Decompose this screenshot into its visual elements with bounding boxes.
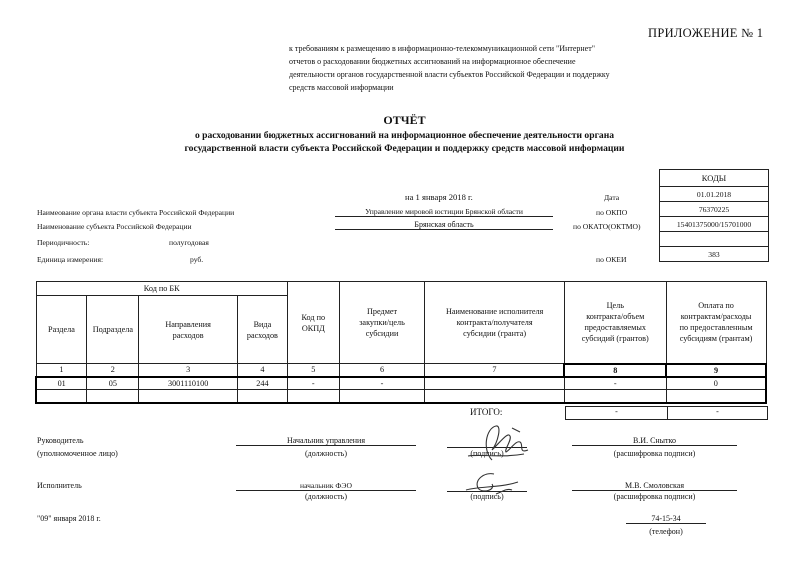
- label-okato: по ОКАТО(ОКТМО): [573, 222, 641, 231]
- col-okpd: [287, 282, 339, 364]
- empty-cell: [339, 390, 425, 403]
- okpd-line-1: Код по: [301, 312, 326, 322]
- table-row: [36, 377, 766, 390]
- pay-line-3: по предоставленным: [679, 323, 753, 333]
- empty-cell: [666, 390, 766, 403]
- code-date: 01.01.2018: [660, 187, 769, 202]
- report-date: "09" января 2018 г.: [37, 514, 101, 523]
- exec-line-2: контракта/получателя: [456, 318, 533, 327]
- executor-label: Исполнитель: [37, 481, 82, 490]
- unit-label: Единица измерения:: [37, 255, 104, 264]
- head-signature: [462, 420, 542, 470]
- cell-podrazdel: 05: [87, 377, 139, 390]
- label-date: Дата: [604, 193, 620, 202]
- col-executor: [425, 282, 564, 364]
- vid-line-1: Вида: [253, 319, 272, 329]
- executor-signature: [456, 466, 526, 502]
- empty-cell: [36, 390, 87, 403]
- report-subtitle-2: государственной власти субъекта Российской Федерации и поддержку средств массовой информации: [184, 143, 625, 154]
- col-number: 5: [287, 364, 339, 377]
- report-title: ОТЧЁТ: [383, 113, 426, 127]
- col-number: 3: [139, 364, 238, 377]
- col-razdel: Раздела: [36, 296, 87, 364]
- col-podrazdel: Подраздела: [87, 296, 139, 364]
- col-number: 9: [666, 364, 766, 377]
- pay-line-4: субсидиям (грантам): [679, 334, 753, 344]
- empty-cell: [564, 390, 666, 403]
- label-okpo: по ОКПО: [596, 208, 628, 217]
- col-vid: [237, 296, 287, 364]
- head-label-2: (уполномоченное лицо): [37, 449, 118, 458]
- periodicity-value: полугодовая: [169, 238, 209, 247]
- code-okei: 383: [660, 247, 769, 262]
- total-label: ИТОГО:: [470, 407, 503, 417]
- napr-line-1: Направления: [165, 319, 211, 329]
- exec-line-1: Наименование исполнителя: [445, 307, 544, 316]
- executor-name: М.В. Смоловская: [572, 481, 737, 491]
- col-number: 8: [564, 364, 666, 377]
- pay-line-2: контрактам/расходы: [680, 312, 752, 322]
- empty-cell: [287, 390, 339, 403]
- appendix-title: ПРИЛОЖЕНИЕ № 1: [648, 26, 764, 40]
- col-payment: [666, 282, 766, 364]
- okpd-line-2: ОКПД: [301, 323, 325, 333]
- code-okato: 15401375000/15701000: [660, 217, 769, 232]
- col-number: 7: [425, 364, 564, 377]
- goal-line-1: Цель: [606, 301, 624, 311]
- header-line-1: к требованиям к размещению в информационно-телекоммуникационной сети "Интернет": [289, 44, 595, 53]
- head-position: Начальник управления: [236, 436, 416, 446]
- cell-okpd: -: [287, 377, 339, 390]
- cell-vid: 244: [237, 377, 287, 390]
- unit-value: руб.: [190, 255, 204, 264]
- col-number: 4: [237, 364, 287, 377]
- subject-line-3: субсидии: [365, 329, 399, 338]
- col-napr: [139, 296, 238, 364]
- empty-cell: [237, 390, 287, 403]
- pay-line-1: Оплата по: [698, 301, 734, 311]
- signature-caption: (подпись): [470, 449, 504, 458]
- col-number: 1: [36, 364, 87, 377]
- empty-cell: [139, 390, 238, 403]
- region-label: Наименование субъекта Российской Федерации: [37, 222, 192, 231]
- region-value: Брянская область: [335, 220, 553, 230]
- executor-position-caption: (должность): [305, 492, 347, 501]
- subject-line-2: закупки/цель: [359, 318, 405, 327]
- executor-name-caption: (расшифровка подписи): [613, 492, 696, 501]
- exec-line-3: субсидии (гранта): [463, 329, 527, 338]
- head-name: В.И. Снытко: [572, 436, 737, 446]
- header-line-2: отчетов о расходовании бюджетных ассигнований на информационное обеспечение: [289, 57, 576, 66]
- column-numbers-row: [36, 364, 766, 377]
- cell-payment: 0: [666, 377, 766, 390]
- cell-subject: -: [339, 377, 425, 390]
- header-line-4: средств массовой информации: [289, 83, 394, 92]
- col-goal: [564, 282, 666, 364]
- table-row-empty: [36, 390, 766, 403]
- empty-cell: [425, 390, 564, 403]
- goal-line-2: контракта/объем: [586, 312, 645, 322]
- periodicity-label: Периодичность:: [37, 238, 90, 247]
- total-payment: -: [667, 406, 768, 420]
- napr-line-2: расходов: [172, 330, 204, 340]
- main-table: [35, 281, 767, 404]
- org-label: Наимеование органа власти субъекта Российской Федерации: [37, 208, 235, 217]
- executor-position: начальник ФЭО: [236, 481, 416, 491]
- vid-line-2: расходов: [246, 330, 278, 340]
- position-caption: (должность): [305, 449, 347, 458]
- cell-razdel: 01: [36, 377, 87, 390]
- report-subtitle-1: о расходовании бюджетных ассигнований на информационное обеспечение деятельности органа: [194, 130, 615, 141]
- total-goal: -: [565, 406, 668, 420]
- col-number: 6: [339, 364, 425, 377]
- cell-goal: -: [564, 377, 666, 390]
- cell-executor: [425, 377, 564, 390]
- label-okei: по ОКЕИ: [596, 255, 627, 264]
- head-label: Руководитель: [37, 436, 84, 445]
- code-blank: [660, 232, 769, 247]
- name-caption: (расшифровка подписи): [613, 449, 696, 458]
- empty-cell: [87, 390, 139, 403]
- code-okpo: 76370225: [660, 202, 769, 217]
- phone-caption: (телефон): [649, 527, 683, 536]
- subject-line-1: Предмет: [367, 307, 398, 316]
- phone: 74-15-34: [626, 514, 706, 524]
- codes-table: [659, 169, 769, 262]
- col-number: 2: [87, 364, 139, 377]
- col-subject: [339, 282, 425, 364]
- date-line: на 1 января 2018 г.: [405, 192, 473, 202]
- cell-napr: 3001110100: [139, 377, 238, 390]
- org-value: Управление мировой юстиции Брянской области: [335, 207, 553, 217]
- header-line-3: деятельности органов государственной власти субъектов Российской Федерации и поддержку: [289, 70, 610, 79]
- executor-signature-caption: (подпись): [470, 492, 504, 501]
- goal-line-3: предоставляемых: [584, 323, 646, 333]
- codes-header: КОДЫ: [660, 170, 769, 187]
- kbk-group-header: Код по БК: [36, 282, 287, 296]
- goal-line-4: субсидий (грантов): [581, 334, 649, 344]
